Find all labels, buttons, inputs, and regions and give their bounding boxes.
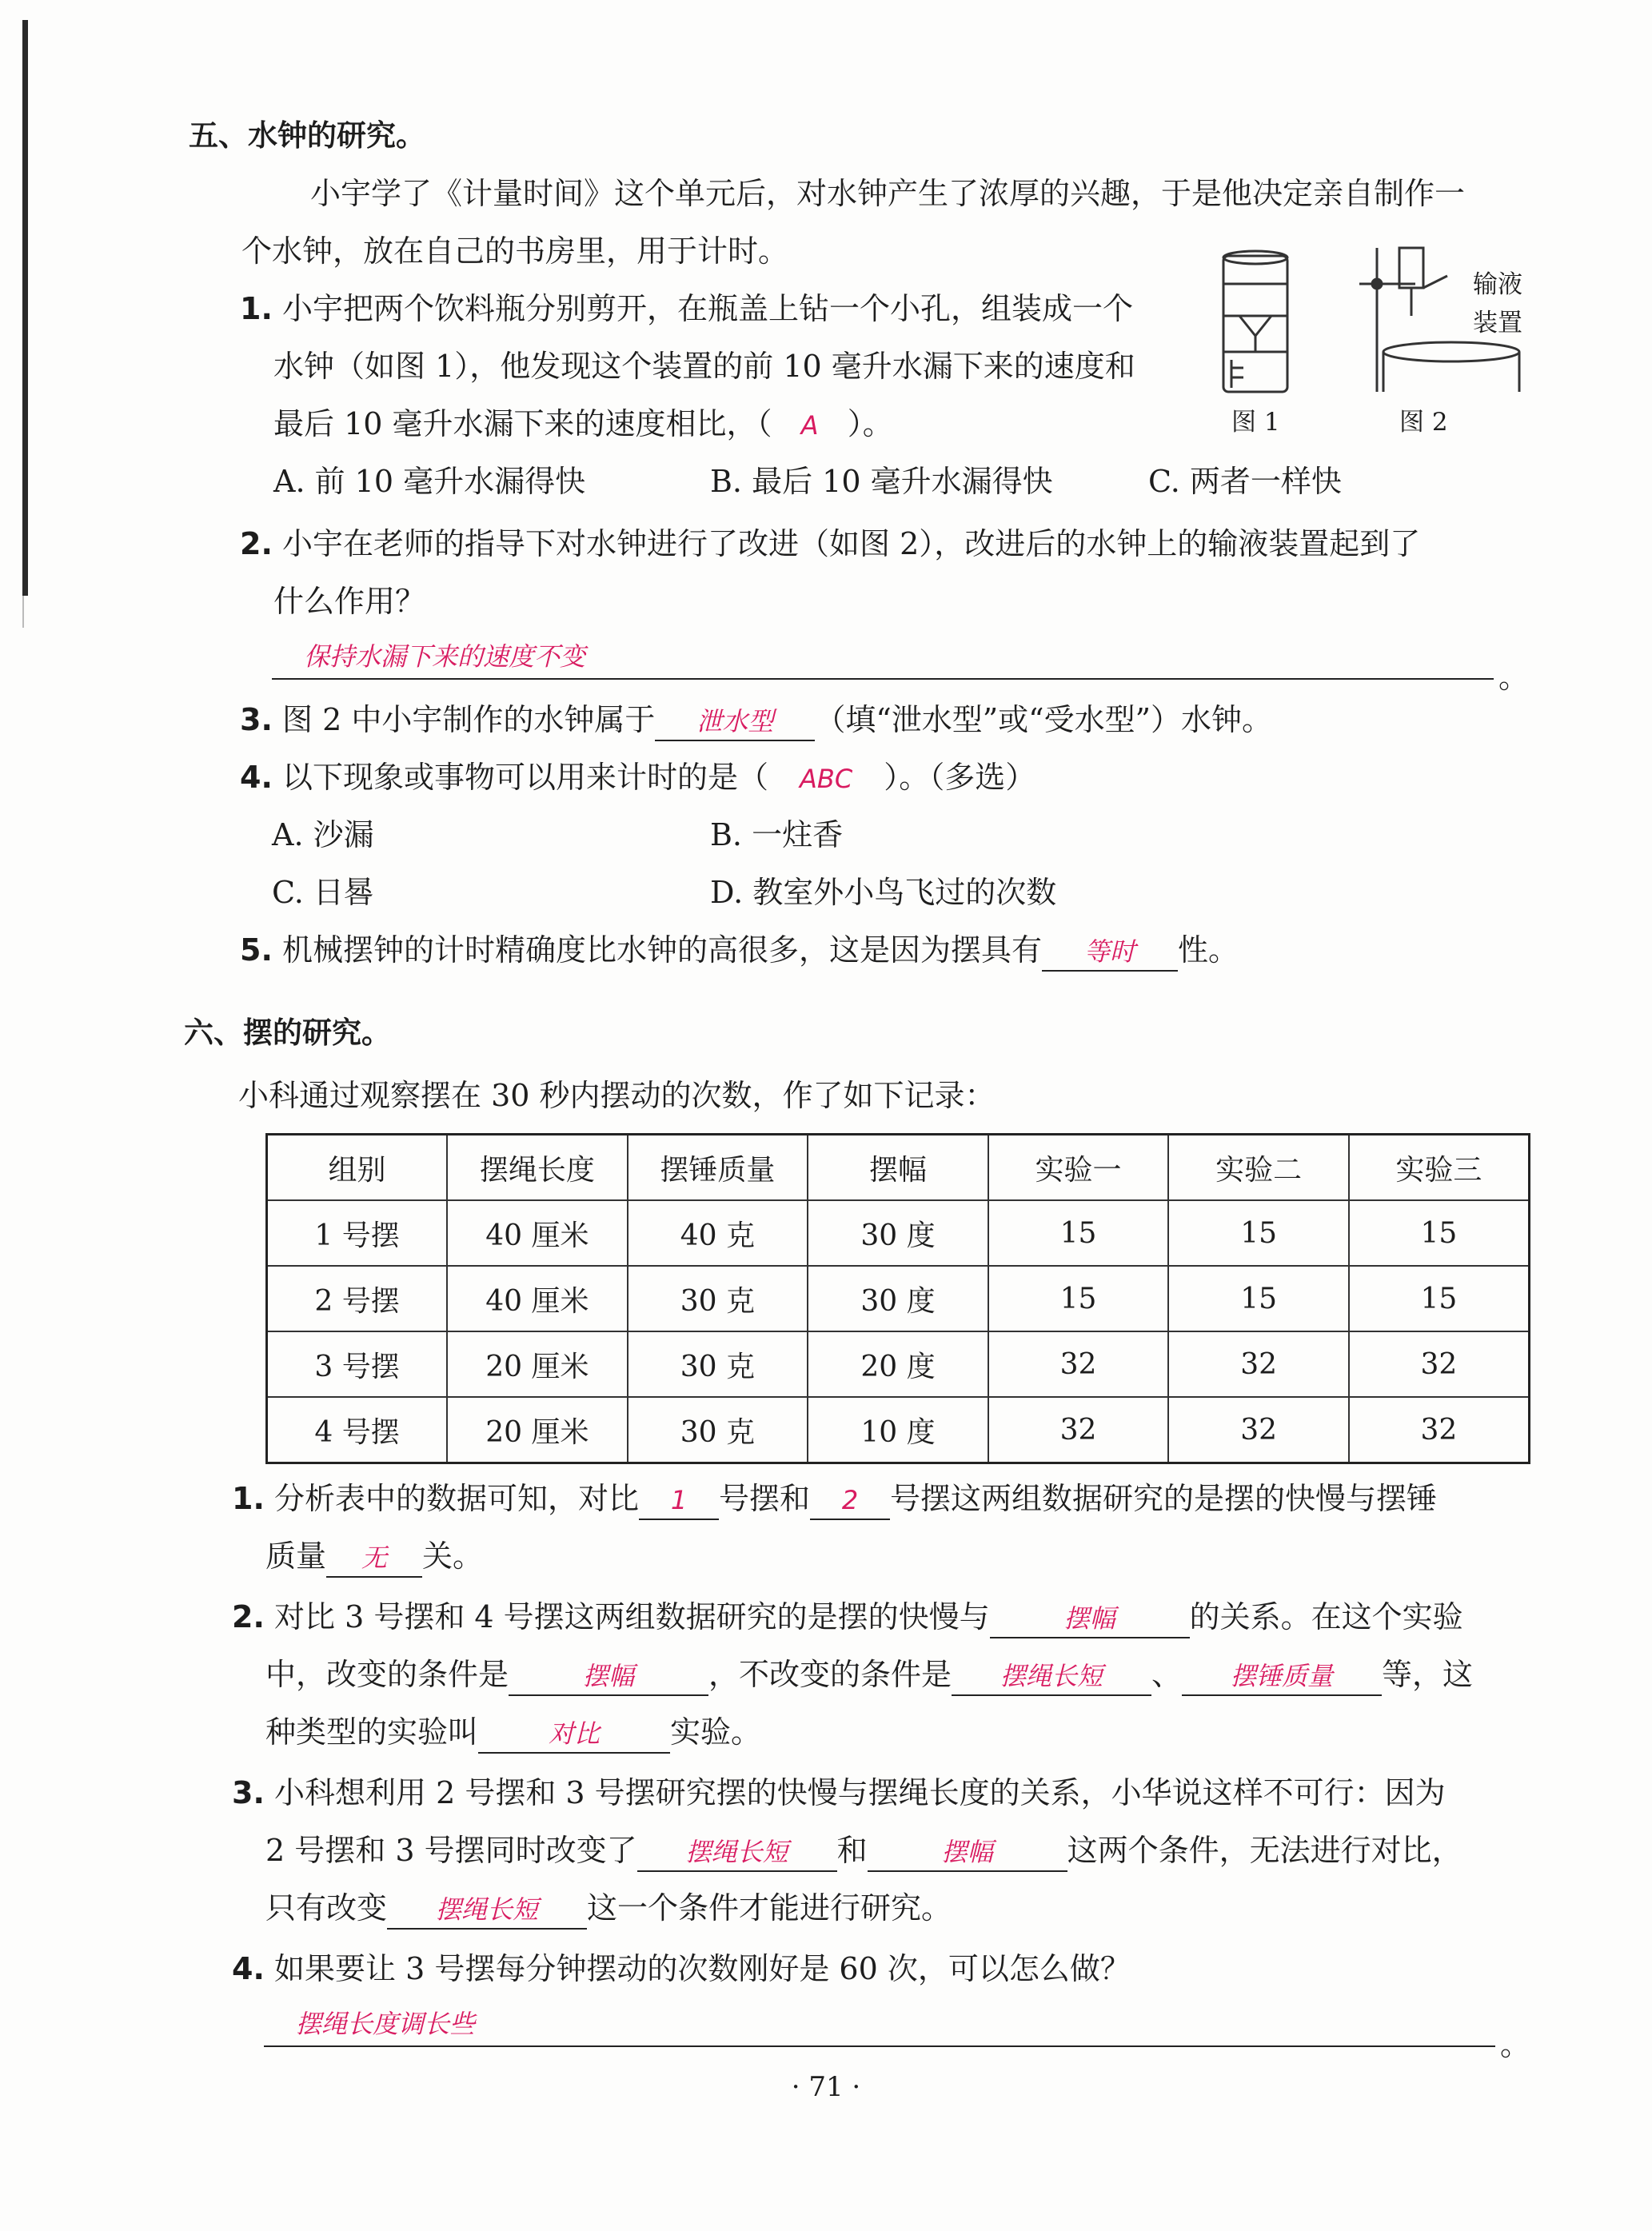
s6-q2-line2 [265, 1650, 1473, 1698]
table-cell: 20 厘米 [447, 1397, 628, 1463]
question-text: 图 2 中小宇制作的水钟属于 [281, 702, 656, 737]
s6-q3-answer-3: 摆绳长短 [387, 1891, 587, 1930]
table-cell: 32 [1349, 1397, 1530, 1463]
question-text: （填“泄水型”或“受水型”）水钟。 [815, 702, 1273, 737]
question-text: 中，改变的条件是 [265, 1657, 509, 1692]
question-text: 质量 [265, 1539, 327, 1574]
figure2-caption: 图 2 [1399, 408, 1448, 437]
question-text: 号摆这两组数据研究的是摆的快慢与摆锤 [890, 1481, 1438, 1516]
table-cell: 32 [1349, 1331, 1530, 1397]
section5-intro-line1: 小宇学了《计量时间》这个单元后，对水钟产生了浓厚的兴趣，于是他决定亲自制作一 [310, 176, 1466, 211]
s6-q4-line [232, 1945, 1131, 1993]
table-row [267, 1331, 1530, 1397]
question-number: 2. [240, 526, 273, 561]
question-number: 2. [232, 1599, 265, 1634]
table-cell: 15 [1349, 1266, 1530, 1331]
question-text: 和 [836, 1833, 868, 1868]
s5-q3-answer: 泄水型 [655, 703, 815, 741]
question-text: 种类型的实验叫 [265, 1714, 479, 1750]
page-number: · 71 · [791, 2071, 861, 2103]
pendulum-record-table [265, 1133, 1530, 1464]
s5-q4-line [240, 753, 1035, 803]
table-cell: 15 [988, 1266, 1169, 1331]
question-text: 的关系。在这个实验 [1189, 1599, 1463, 1634]
table-header-cell: 组别 [267, 1135, 448, 1201]
table-cell: 3 号摆 [267, 1331, 448, 1397]
s5-q2-line1 [240, 520, 1420, 568]
s6-q2-answer-4: 摆锤质量 [1182, 1658, 1382, 1696]
s6-q3-line3 [265, 1884, 952, 1932]
section6-intro: 小科通过观察摆在 30 秒内摆动的次数，作了如下记录： [238, 1078, 996, 1113]
question-text: 这一个条件才能进行研究。 [587, 1890, 952, 1926]
section5-heading: 五、水钟的研究。 [189, 118, 425, 153]
s6-q1-answer-1: 1 [639, 1482, 719, 1520]
table-cell: 4 号摆 [267, 1397, 448, 1463]
table-cell: 32 [1168, 1397, 1349, 1463]
s6-q3-line1 [232, 1769, 1446, 1817]
s5-q4-option-b: B. 一炷香 [710, 817, 844, 852]
s6-q2-line3 [265, 1708, 761, 1756]
s5-q3-line [240, 696, 1272, 744]
figure1-caption: 图 1 [1231, 408, 1280, 437]
s5-q5-answer: 等时 [1042, 933, 1178, 972]
table-cell: 30 克 [628, 1397, 808, 1463]
question-number: 3. [240, 702, 273, 737]
figure2-device-label-1: 输液 [1473, 270, 1522, 299]
table-header-cell: 实验一 [988, 1135, 1169, 1201]
table-cell: 30 克 [628, 1266, 808, 1331]
question-text: ，不改变的条件是 [708, 1657, 952, 1692]
s6-q1-answer-2: 2 [810, 1482, 890, 1520]
binding-edge-line [22, 20, 28, 596]
question-text: ）。（多选） [884, 760, 1036, 795]
question-text: 小宇在老师的指导下对水钟进行了改进（如图 2），改进后的水钟上的输液装置起到了 [281, 526, 1421, 561]
question-text: 2 号摆和 3 号摆同时改变了 [265, 1833, 637, 1868]
s5-q1-line2: 水钟（如图 1），他发现这个装置的前 10 毫升水漏下来的速度和 [273, 349, 1135, 384]
s6-q1-line1 [232, 1475, 1437, 1523]
s5-q2-line2: 什么作用？ [273, 584, 426, 619]
table-cell: 2 号摆 [267, 1266, 448, 1331]
section6-heading: 六、摆的研究。 [184, 1016, 391, 1050]
question-text: 如果要让 3 号摆每分钟摆动的次数刚好是 60 次，可以怎么做？ [273, 1951, 1131, 1986]
table-row [267, 1200, 1530, 1266]
question-text: 对比 3 号摆和 4 号摆这两组数据研究的是摆的快慢与 [273, 1599, 990, 1634]
s5-q2-answer-line [272, 678, 1494, 680]
s5-q2-answer: 保持水漏下来的速度不变 [304, 641, 586, 672]
table-row [267, 1266, 1530, 1331]
s6-q1-answer-3: 无 [326, 1539, 422, 1578]
s5-q1-line3 [273, 400, 893, 449]
figure2-device-label-2: 装置 [1473, 309, 1522, 337]
table-header-row [267, 1135, 1530, 1201]
table-header-cell: 摆锤质量 [628, 1135, 808, 1201]
question-text: 性。 [1178, 932, 1239, 968]
table-cell: 30 度 [808, 1266, 988, 1331]
table-cell: 15 [988, 1200, 1169, 1266]
s6-q3-line2 [265, 1826, 1462, 1874]
s5-q1-option-c: C. 两者一样快 [1148, 464, 1342, 499]
table-cell: 20 度 [808, 1331, 988, 1397]
question-text: 关。 [422, 1539, 484, 1574]
s5-q4-option-d: D. 教室外小鸟飞过的次数 [710, 875, 1057, 910]
question-text: 这两个条件，无法进行对比， [1067, 1833, 1462, 1868]
table-cell: 15 [1349, 1200, 1530, 1266]
table-header-cell: 实验三 [1349, 1135, 1530, 1201]
question-number: 3. [232, 1775, 265, 1810]
s6-q2-answer-5: 对比 [478, 1715, 670, 1754]
figure1-water-clock [1223, 251, 1287, 392]
s5-q1-option-a: A. 前 10 毫升水漏得快 [273, 464, 586, 499]
question-text: 分析表中的数据可知，对比 [273, 1481, 639, 1516]
s6-q2-answer-3: 摆绳长短 [952, 1658, 1151, 1696]
question-text: 实验。 [670, 1714, 762, 1750]
table-cell: 40 厘米 [447, 1200, 628, 1266]
table-cell: 10 度 [808, 1397, 988, 1463]
s5-q1-line1 [240, 285, 1133, 333]
table-cell: 30 克 [628, 1331, 808, 1397]
question-text: 、 [1151, 1657, 1183, 1692]
s5-q4-option-a: A. 沙漏 [272, 817, 374, 852]
question-text: ）。 [847, 406, 893, 441]
s6-q2-line1 [232, 1593, 1463, 1641]
table-cell: 32 [988, 1397, 1169, 1463]
s6-q2-answer-1: 摆幅 [990, 1600, 1190, 1638]
question-text: 机械摆钟的计时精确度比水钟的高很多，这是因为摆具有 [281, 932, 1042, 968]
question-text: 只有改变 [265, 1890, 388, 1926]
table-header-cell: 摆幅 [808, 1135, 988, 1201]
table-header-cell: 实验二 [1168, 1135, 1349, 1201]
s5-q1-option-b: B. 最后 10 毫升水漏得快 [710, 464, 1053, 499]
s6-q4-answer: 摆绳长度调长些 [296, 2009, 476, 2039]
s5-q1-answer: A [800, 410, 819, 441]
question-number: 1. [240, 291, 273, 326]
question-text: 小宇把两个饮料瓶分别剪开，在瓶盖上钻一个小孔，组装成一个 [281, 291, 1133, 326]
table-header-cell: 摆绳长度 [447, 1135, 628, 1201]
table-cell: 15 [1168, 1266, 1349, 1331]
s6-q3-answer-1: 摆绳长短 [637, 1834, 837, 1872]
section5-intro-line2: 个水钟，放在自己的书房里，用于计时。 [241, 233, 789, 269]
question-number: 4. [240, 760, 273, 795]
table-cell: 40 克 [628, 1200, 808, 1266]
question-text: 以下现象或事物可以用来计时的是（ [281, 760, 768, 795]
s6-q1-line2 [265, 1532, 483, 1580]
table-cell: 20 厘米 [447, 1331, 628, 1397]
table-cell: 40 厘米 [447, 1266, 628, 1331]
question-number: 5. [240, 932, 273, 968]
table-cell: 1 号摆 [267, 1200, 448, 1266]
s5-q4-answer: ABC [800, 764, 853, 794]
table-cell: 32 [988, 1331, 1169, 1397]
table-cell: 32 [1168, 1331, 1349, 1397]
s5-q2-end-mark: 。 [1498, 660, 1530, 695]
binding-edge-line-faint [22, 596, 24, 628]
question-text: 号摆和 [719, 1481, 811, 1516]
question-text: 等，这 [1382, 1657, 1474, 1692]
s6-q2-answer-2: 摆幅 [509, 1658, 708, 1696]
question-number: 1. [232, 1481, 265, 1516]
s6-q3-answer-2: 摆幅 [868, 1834, 1067, 1872]
question-text: 小科想利用 2 号摆和 3 号摆研究摆的快慢与摆绳长度的关系，小华说这样不可行：因为 [273, 1775, 1446, 1810]
s5-q4-option-c: C. 日晷 [272, 875, 374, 910]
table-cell: 30 度 [808, 1200, 988, 1266]
question-number: 4. [232, 1951, 265, 1986]
question-text: 最后 10 毫升水漏下来的速度相比，（ [273, 406, 772, 441]
table-row [267, 1397, 1530, 1463]
table-cell: 15 [1168, 1200, 1349, 1266]
s5-q5-line [240, 926, 1239, 974]
s6-q4-end-mark: 。 [1500, 2027, 1531, 2062]
s6-q4-answer-line [264, 2045, 1495, 2047]
